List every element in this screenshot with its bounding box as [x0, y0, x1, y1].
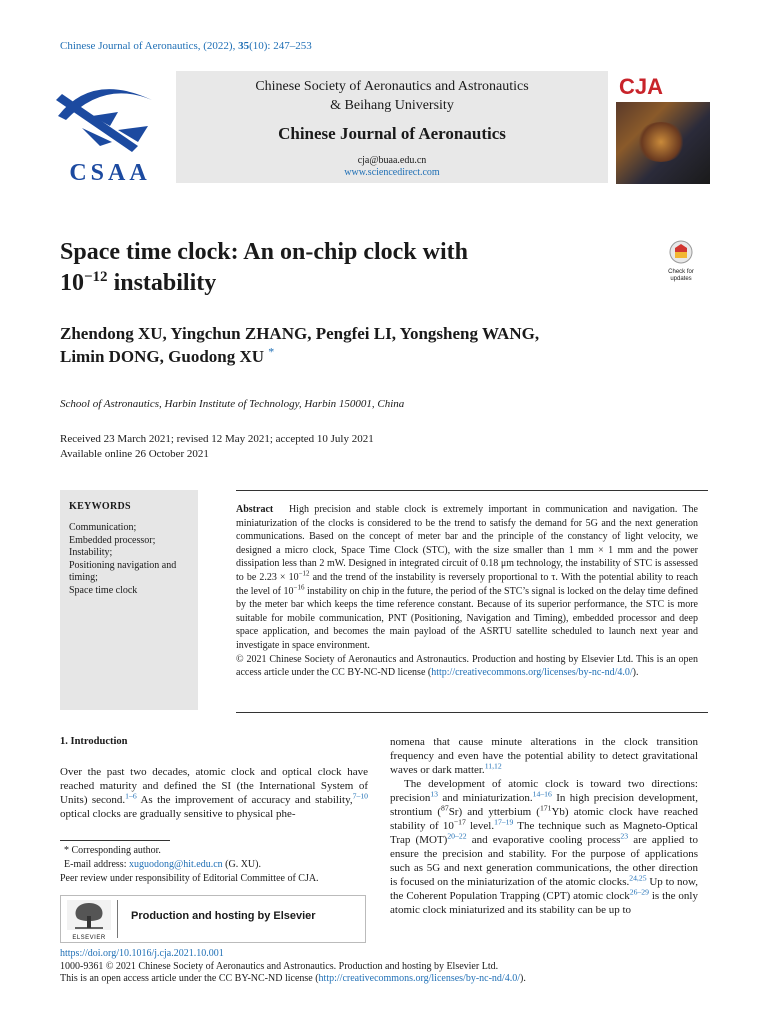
citation-volume: 35	[238, 40, 250, 52]
footnote-peer-review: Peer review under responsibility of Editorial Committee of CJA.	[60, 873, 319, 884]
abstract	[236, 503, 698, 680]
intro-right-text-j: are applied to ensure the precision and stability. For the purpose of applications such as 5G and next generation communications, the other direction is focused on the miniaturization of the atomic clocks.	[390, 834, 698, 888]
keyword-item: Positioning navigation and timing;	[69, 559, 177, 583]
doi-link[interactable]: https://doi.org/10.1016/j.cja.2021.10.001	[60, 948, 224, 959]
section-heading-introduction: 1. Introduction	[60, 736, 128, 747]
elsevier-hosting-text: Production and hosting by Elsevier	[131, 910, 316, 922]
reference-link[interactable]: 1–6	[125, 791, 137, 801]
intro-right-text-c: and miniaturization.	[438, 792, 533, 804]
journal-name: Chinese Journal of Aeronautics	[278, 124, 506, 143]
dates-received: Received 23 March 2021; revised 12 May 2021; accepted 10 July 2021	[60, 433, 374, 445]
citation-pages: (10): 247–253	[249, 40, 312, 52]
footnote-corresponding: * Corresponding author.	[64, 845, 161, 856]
journal-cover[interactable]	[616, 72, 710, 184]
abstract-copyright: © 2021 Chinese Society of Aeronautics and Astronautics. Production and hosting by Elsevier Ltd. This is an open access article under the CC BY-NC-ND license (	[236, 653, 698, 679]
keywords-list	[69, 522, 194, 597]
intro-right-text-d: In high precision development, strontium (	[390, 792, 698, 818]
isotope-mass: 171	[539, 803, 552, 813]
abstract-license-link[interactable]: http://creativecommons.org/licenses/by-nc-nd/4.0/	[431, 667, 633, 679]
reference-link[interactable]: 23	[620, 831, 629, 841]
intro-left-text-b: As the improvement of accuracy and stability,	[136, 794, 353, 806]
keywords-box	[60, 490, 198, 710]
isotope-mass: 87	[441, 803, 449, 813]
footnote-email	[60, 858, 370, 872]
intro-right-text-b: The development of atomic clock is toward two directions: precision	[390, 778, 698, 804]
footnote-rule	[60, 840, 170, 841]
abstract-label: Abstract	[236, 504, 274, 515]
stability-exponent: −17	[453, 817, 466, 827]
intro-right-text-g: level.	[465, 820, 495, 832]
sciencedirect-link[interactable]: www.sciencedirect.com	[344, 167, 440, 178]
abstract-bottom-rule	[236, 712, 708, 713]
intro-right-text-h: The technique such as Magneto-Optical Trap (MOT)	[390, 820, 698, 846]
cover-logo: CJA	[619, 74, 664, 99]
intro-right-column	[390, 735, 698, 917]
abstract-text-a: High precision and stable clock is extremely important in communication and navigation. The miniaturization of the clocks is considered to be the trend to satisfy the demand for 5G and the next generation communications. Based on the concept of meter bar and the principle of the constancy of light velocity, we designed a micro clock, Space Time Clock (STC), with the size smaller than 1 mm × 1 mm and the power dissipation less than 2 mW. Designed in integrated circuit of 0.18 μm technology, the instability of STC is assessed to be 2.23 × 10	[236, 504, 698, 583]
reference-link[interactable]: 20–22	[447, 831, 467, 841]
intro-left-column	[60, 765, 368, 821]
abstract-copyright-end: ).	[632, 667, 639, 679]
intro-right-text-a: nomena that cause minute alterations in the clock transition frequency and even have the potential ability to detect gravitational waves or dark matter.	[390, 736, 698, 776]
intro-right-text-k: Up to now, the Coherent Population Trapping (CPT) atomic clock	[390, 876, 699, 902]
article-dates	[60, 432, 374, 462]
csaa-logo-text: CSAA	[69, 160, 151, 186]
title-base: 10	[60, 270, 84, 296]
journal-citation[interactable]	[60, 40, 312, 52]
dates-online: Available online 26 October 2021	[60, 448, 209, 460]
check-for-updates-label: Check for updates	[668, 269, 694, 282]
keyword-item: Embedded processor;	[69, 534, 156, 546]
author-list	[60, 322, 660, 368]
intro-left-text-a: Over the past two decades, atomic clock and optical clock have reached maturity and defined the SI (the International System of Units) second.	[60, 766, 368, 806]
keyword-item: Space time clock	[69, 584, 138, 596]
check-for-updates-badge[interactable]	[662, 240, 700, 283]
keyword-item: Instability;	[69, 547, 113, 558]
reference-link[interactable]: 7–10	[352, 791, 368, 801]
abstract-top-rule	[236, 490, 708, 491]
reference-link[interactable]: 11,12	[484, 761, 502, 771]
intro-right-text-e: Sr) and ytterbium (	[448, 806, 540, 818]
elsevier-divider	[117, 900, 118, 938]
elsevier-tree-icon	[67, 900, 111, 930]
reference-link[interactable]: 17–19	[494, 817, 514, 827]
affiliation: School of Astronautics, Harbin Institute of Technology, Harbin 150001, China	[60, 398, 405, 410]
author-email-link[interactable]: xuguodong@hit.edu.cn	[128, 859, 223, 870]
title-line1: Space time clock: An on-chip clock with	[60, 239, 468, 265]
authors-line1: Zhendong XU, Yingchun ZHANG, Pengfei LI, Yongsheng WANG,	[60, 324, 540, 343]
elsevier-logo	[67, 900, 111, 941]
intro-right-text-i: and evaporative cooling process	[466, 834, 621, 846]
check-for-updates-icon	[666, 240, 696, 264]
open-access-text: This is an open access article under the CC BY-NC-ND license (	[60, 973, 319, 985]
reference-link[interactable]: 14–16	[532, 789, 552, 799]
open-access-line	[60, 973, 710, 986]
elsevier-box[interactable]	[60, 895, 366, 943]
title-line2-rest: instability	[107, 270, 217, 296]
keywords-heading: KEYWORDS	[69, 501, 131, 512]
elsevier-logo-text: ELSEVIER	[72, 935, 106, 941]
article-title	[60, 237, 620, 299]
society-line1: Chinese Society of Aeronautics and Astronautics	[255, 79, 529, 94]
intro-right-text-l: is the only atomic clock miniaturized and its stability can be up to	[390, 890, 698, 916]
journal-banner	[176, 71, 608, 183]
footnotes	[60, 844, 370, 886]
authors-line2: Limin DONG, Guodong XU	[60, 347, 265, 366]
page-footer	[60, 948, 710, 986]
reference-link[interactable]: 26–29	[629, 887, 649, 897]
issn-line: 1000-9361 © 2021 Chinese Society of Aeronautics and Astronautics. Production and hosting by Elsevier Ltd.	[60, 960, 499, 972]
journal-email[interactable]: cja@buaa.edu.cn	[357, 155, 427, 166]
footnote-email-after: (G. XU).	[222, 859, 261, 870]
abstract-text-c: instability on chip in the future, the period of the STC’s signal is locked on the delay time defined by the meter bar which keeps the time reference constant. Because of its superior performance, the STC is more suitable for mobile communication, PNT (Positioning, Navigation and Timing), embedded processor and deep space application, and becomes the main payload of the ASRTU satellite scheduled to launch next year and investigate in space environment.	[236, 585, 698, 651]
intro-left-text-c: optical clocks are gradually sensitive to physical phe-	[60, 808, 296, 820]
corresponding-author-mark[interactable]: *	[268, 344, 275, 359]
abstract-exp-b: −16	[293, 583, 305, 592]
citation-journal: Chinese Journal of Aeronautics, (2022),	[60, 40, 239, 52]
keyword-item: Communication;	[69, 522, 137, 533]
intro-right-text-f: Yb) atomic clock have reached stability of 10	[390, 806, 698, 832]
footer-license-link[interactable]: http://creativecommons.org/licenses/by-nc-nd/4.0/	[318, 973, 520, 985]
reference-link[interactable]: 13	[430, 789, 439, 799]
title-exponent: −12	[84, 269, 108, 285]
reference-link[interactable]: 24,25	[629, 873, 647, 883]
abstract-exp-a: −12	[298, 569, 310, 578]
abstract-text-b: and the trend of the instability is reversely proportional to τ. With the potential ability to reach the level of 10	[236, 571, 699, 597]
society-line2: & Beihang University	[330, 98, 454, 113]
footnote-email-label: E-mail address:	[64, 859, 129, 870]
csaa-logo	[52, 76, 162, 186]
open-access-end: ).	[519, 973, 526, 985]
